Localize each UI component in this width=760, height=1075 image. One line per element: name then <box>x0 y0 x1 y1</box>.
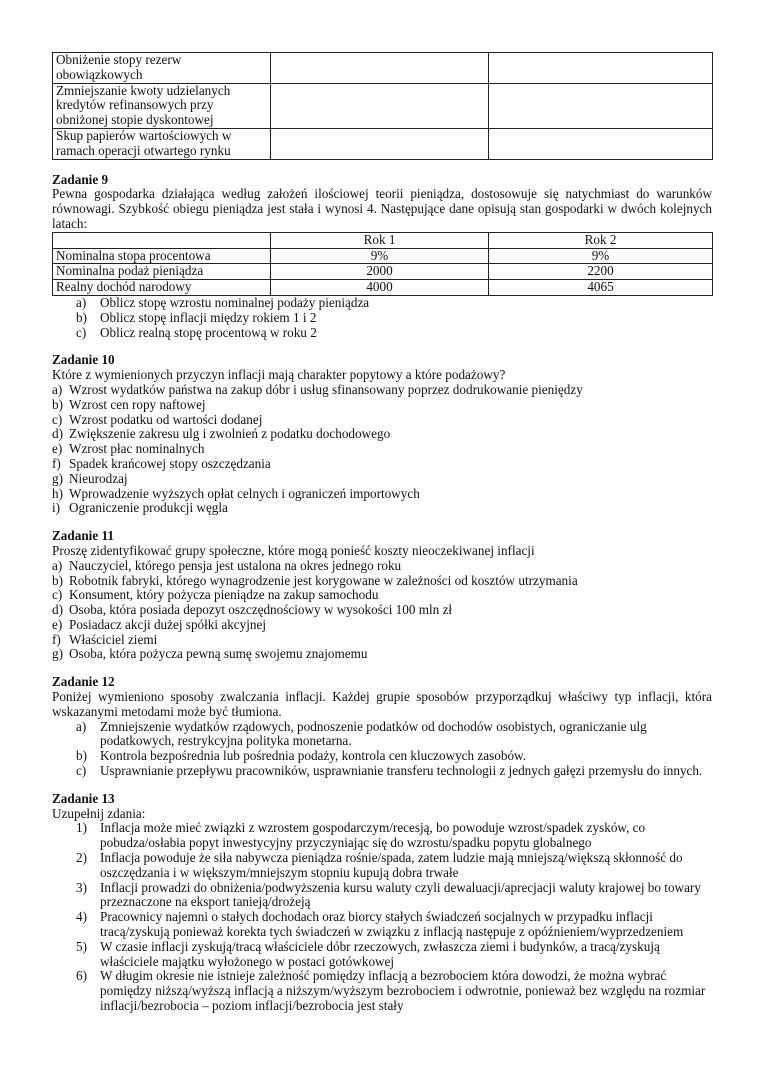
table-header-cell <box>53 232 271 248</box>
list-item: g) Osoba, która pożycza pewną sumę swojemu znajomemu <box>52 646 368 662</box>
list-item: h) Wprowadzenie wyższych opłat celnych i ograniczeń importowych <box>52 485 420 501</box>
task-11-title: Zadanie 11 <box>52 528 114 544</box>
list-item: f) Właściciel ziemi <box>52 631 158 647</box>
table-cell: 4065 <box>489 280 713 296</box>
table-cell: Obniżenie stopy rezerw obowiązkowych <box>53 53 271 84</box>
table-cell: Zmniejszanie kwoty udzielanych kredytów refinansowych przy obniżonej stopie dyskontowej <box>53 83 271 128</box>
task-9-text: Pewna gospodarka działająca według założeń ilościowej teorii pieniądza, dostosowuje się natychmiast do warunków równowagi. Szybkość obiegu pieniądza jest stała i wynosi 4. Następujące dane opisują stan gospodarki w dwóch kolejnych latach: <box>52 186 712 231</box>
list-item: g) Nieurodzaj <box>52 470 128 486</box>
task-10-list <box>52 383 712 516</box>
economy-data-table <box>52 232 713 296</box>
table-cell <box>489 53 713 84</box>
table-row <box>53 128 713 159</box>
list-item: d) Osoba, która posiada depozyt oszczędnościowy w wysokości 100 mln zł <box>52 602 453 618</box>
task-9-list <box>52 296 712 340</box>
task-9-title: Zadanie 9 <box>52 171 109 187</box>
list-item: b) Kontrola bezpośrednia lub pośrednia podaży, kontrola cen kluczowych zasobów. <box>76 748 527 764</box>
list-item: b) Wzrost cen ropy naftowej <box>52 396 206 412</box>
list-item: c) Usprawnianie przepływu pracowników, usprawnianie transferu technologii z jednych gałęzi przemysłu do innych. <box>76 763 703 779</box>
table-row <box>53 83 713 128</box>
task-12-title: Zadanie 12 <box>52 674 115 690</box>
list-item: 4) Pracownicy najemni o stałych dochodach oraz biorcy stałych świadczeń socjalnych w przypadku inflacji tracą/zyskują ponieważ korekta tych świadczeń w związku z inflacją następuje z opóźnieniem/wyprzedzeniem <box>76 909 684 940</box>
table-header-cell: Rok 2 <box>489 232 713 248</box>
list-item: f) Spadek krańcowej stopy oszczędzania <box>52 455 271 471</box>
table-cell: Nominalna stopa procentowa <box>53 248 271 264</box>
task-13-title: Zadanie 13 <box>52 790 115 806</box>
task-12-list <box>52 720 712 779</box>
list-item: d) Zwiększenie zakresu ulg i zwolnień z podatku dochodowego <box>52 426 391 442</box>
table-cell: Skup papierów wartościowych w ramach operacji otwartego rynku <box>53 128 271 159</box>
table-cell: Nominalna podaż pieniądza <box>53 264 271 280</box>
list-item: 5) W czasie inflacji zyskują/tracą właściciele dóbr rzeczowych, zwłaszcza ziemi i budynków, a tracą/zyskują właściciele majątku wyłożonego w postaci gotówkowej <box>76 938 660 969</box>
table-cell: 4000 <box>271 280 489 296</box>
table-cell <box>271 128 489 159</box>
list-item: b) Oblicz stopę inflacji między rokiem 1 i 2 <box>76 309 317 325</box>
table-row <box>53 53 713 84</box>
table-header-cell: Rok 1 <box>271 232 489 248</box>
task-13-list <box>52 821 712 1013</box>
document-page <box>52 52 712 1014</box>
list-item: a) Wzrost wydatków państwa na zakup dóbr i usług sfinansowany poprzez dodrukowanie pieniędzy <box>52 381 583 397</box>
task-12-text: Poniżej wymieniono sposoby zwalczania inflacji. Każdej grupie sposobów przyporządkuj właściwy typ inflacji, która wskazanymi metodami może być tłumiona. <box>52 689 712 719</box>
list-item: e) Posiadacz akcji dużej spółki akcyjnej <box>52 616 267 632</box>
table-cell: 2000 <box>271 264 489 280</box>
task-11-list <box>52 559 712 663</box>
list-item: e) Wzrost płac nominalnych <box>52 441 205 457</box>
table-cell: 2200 <box>489 264 713 280</box>
list-item: 6) W długim okresie nie istnieje zależność pomiędzy inflacją a bezrobociem która dowodzi, że można wybrać pomiędzy niższą/wyższą inflacją a niższym/wyższym bezrobociem i odwrotnie, ponieważ bez względu na rozmiar inflacji/bezrobocia – poziom inflacji/bezrobocia jest stały <box>76 968 706 1014</box>
list-item: i) Ograniczenie produkcji węgla <box>52 500 228 516</box>
task-13-text: Uzupełnij zdania: <box>52 805 146 821</box>
table-row <box>53 280 713 296</box>
task-11-text: Proszę zidentyfikować grupy społeczne, które mogą ponieść koszty nieoczekiwanej inflacji <box>52 542 535 558</box>
list-item: b) Robotnik fabryki, którego wynagrodzenie jest korygowane w zależności od kosztów utrzymania <box>52 572 578 588</box>
table-header-row <box>53 232 713 248</box>
list-item: c) Konsument, który pożycza pieniądze na zakup samochodu <box>52 587 379 603</box>
table-cell: 9% <box>271 248 489 264</box>
policy-instruments-table <box>52 52 713 160</box>
task-10-title: Zadanie 10 <box>52 352 115 368</box>
list-item: 3) Inflacji prowadzi do obniżenia/podwyższenia kursu waluty czyli dewaluacji/aprecjacji waluty krajowej bo towary przeznaczone na eksport tanieją/drożeją <box>76 879 701 910</box>
list-item: a) Zmniejszenie wydatków rządowych, podnoszenie podatków od dochodów osobistych, ograniczanie ulg podatkowych, restrykcyjna polityka monetarna. <box>76 718 647 749</box>
list-item: 1) Inflacja może mieć związki z wzrostem gospodarczym/recesją, bo powoduje wzrost/spadek zysków, co pobudza/osłabia popyt inwestycyjny przyczyniając się do wzrostu/spadku popytu globalnego <box>76 820 646 851</box>
table-row <box>53 248 713 264</box>
table-row <box>53 264 713 280</box>
list-item: 2) Inflacja powoduje że siła nabywcza pieniądza rośnie/spada, zatem ludzie mają mniejszą/większą skłonność do oszczędzania i w większym/mniejszym stopniu kupują dobra trwałe <box>76 850 683 880</box>
table-cell <box>271 83 489 128</box>
table-cell: 9% <box>489 248 713 264</box>
list-item: a) Nauczyciel, którego pensja jest ustalona na okres jednego roku <box>52 557 402 573</box>
table-cell <box>489 128 713 159</box>
table-cell: Realny dochód narodowy <box>53 280 271 296</box>
task-10-text: Które z wymienionych przyczyn inflacji mają charakter popytowy a które podażowy? <box>52 367 506 383</box>
list-item: a) Oblicz stopę wzrostu nominalnej podaży pieniądza <box>76 294 370 310</box>
table-cell <box>271 53 489 84</box>
table-cell <box>489 83 713 128</box>
list-item: c) Wzrost podatku od wartości dodanej <box>52 411 263 427</box>
list-item: c) Oblicz realną stopę procentową w roku 2 <box>76 324 317 340</box>
